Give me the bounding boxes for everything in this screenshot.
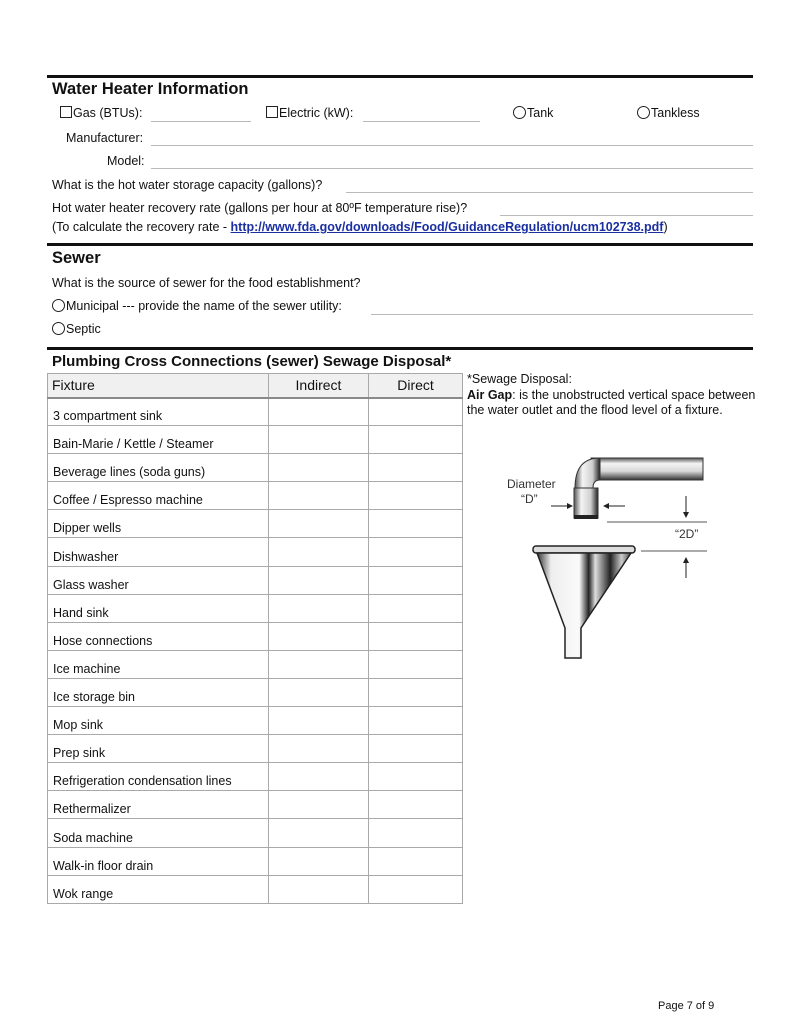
indirect-cell[interactable] bbox=[269, 791, 369, 819]
col-indirect: Indirect bbox=[269, 374, 369, 398]
gas-checkbox-group[interactable] bbox=[60, 106, 142, 120]
water-heater-title: Water Heater Information bbox=[52, 80, 249, 98]
indirect-cell[interactable] bbox=[269, 566, 369, 594]
direct-cell[interactable] bbox=[369, 875, 463, 903]
municipal-label: Municipal --- provide the name of the sewer utility: bbox=[66, 299, 342, 313]
indirect-cell[interactable] bbox=[269, 763, 369, 791]
diameter-label: Diameter bbox=[507, 477, 556, 491]
fixture-name: Coffee / Espresso machine bbox=[48, 482, 269, 510]
air-gap-diagram bbox=[495, 448, 715, 668]
electric-checkbox[interactable] bbox=[266, 106, 278, 118]
septic-radio-group[interactable] bbox=[52, 322, 101, 336]
manufacturer-field[interactable] bbox=[151, 145, 753, 146]
page-number: Page 7 of 9 bbox=[658, 1000, 715, 1012]
section-divider bbox=[47, 243, 753, 246]
indirect-cell[interactable] bbox=[269, 875, 369, 903]
direct-cell[interactable] bbox=[369, 594, 463, 622]
fixture-name: Refrigeration condensation lines bbox=[48, 763, 269, 791]
note-heading: *Sewage Disposal: bbox=[467, 372, 572, 386]
note-body bbox=[467, 388, 757, 419]
table-row bbox=[48, 482, 463, 510]
electric-kw-field[interactable] bbox=[363, 121, 480, 122]
direct-cell[interactable] bbox=[369, 622, 463, 650]
gas-label: Gas (BTUs): bbox=[73, 106, 143, 120]
table-row bbox=[48, 398, 463, 426]
fixture-name: Ice storage bin bbox=[48, 678, 269, 706]
indirect-cell[interactable] bbox=[269, 454, 369, 482]
table-row bbox=[48, 763, 463, 791]
sewer-title: Sewer bbox=[52, 249, 101, 267]
fixture-name: Prep sink bbox=[48, 735, 269, 763]
fixture-name: Bain-Marie / Kettle / Steamer bbox=[48, 426, 269, 454]
direct-cell[interactable] bbox=[369, 566, 463, 594]
calc-suffix: ) bbox=[663, 220, 668, 234]
table-row bbox=[48, 707, 463, 735]
table-row bbox=[48, 454, 463, 482]
table-row bbox=[48, 650, 463, 678]
tank-radio[interactable] bbox=[513, 106, 526, 119]
indirect-cell[interactable] bbox=[269, 847, 369, 875]
fixture-name: Rethermalizer bbox=[48, 791, 269, 819]
manufacturer-label: Manufacturer: bbox=[66, 131, 144, 145]
direct-cell[interactable] bbox=[369, 650, 463, 678]
direct-cell[interactable] bbox=[369, 763, 463, 791]
direct-cell[interactable] bbox=[369, 791, 463, 819]
indirect-cell[interactable] bbox=[269, 594, 369, 622]
direct-cell[interactable] bbox=[369, 538, 463, 566]
tank-label: Tank bbox=[527, 106, 554, 120]
plumbing-title: Plumbing Cross Connections (sewer) Sewage Disposal* bbox=[52, 353, 452, 370]
fixture-name: Beverage lines (soda guns) bbox=[48, 454, 269, 482]
recovery-calc-note bbox=[52, 220, 668, 234]
col-direct: Direct bbox=[369, 374, 463, 398]
tankless-label: Tankless bbox=[651, 106, 700, 120]
table-row bbox=[48, 426, 463, 454]
fixture-name: Dipper wells bbox=[48, 510, 269, 538]
direct-cell[interactable] bbox=[369, 482, 463, 510]
capacity-question: What is the hot water storage capacity (gallons)? bbox=[52, 178, 323, 192]
tankless-radio[interactable] bbox=[637, 106, 650, 119]
indirect-cell[interactable] bbox=[269, 622, 369, 650]
model-label: Model: bbox=[107, 154, 145, 168]
indirect-cell[interactable] bbox=[269, 426, 369, 454]
direct-cell[interactable] bbox=[369, 678, 463, 706]
indirect-cell[interactable] bbox=[269, 538, 369, 566]
recovery-field[interactable] bbox=[500, 215, 753, 216]
electric-checkbox-group[interactable] bbox=[266, 106, 353, 120]
recovery-question: Hot water heater recovery rate (gallons per hour at 80ºF temperature rise)? bbox=[52, 201, 468, 215]
fixture-name: Wok range bbox=[48, 875, 269, 903]
septic-label: Septic bbox=[66, 322, 101, 336]
direct-cell[interactable] bbox=[369, 454, 463, 482]
tank-radio-group[interactable] bbox=[513, 106, 553, 120]
fixture-name: Mop sink bbox=[48, 707, 269, 735]
note-term: Air Gap bbox=[467, 387, 513, 402]
section-divider bbox=[47, 347, 753, 350]
gas-btu-field[interactable] bbox=[151, 121, 251, 122]
indirect-cell[interactable] bbox=[269, 735, 369, 763]
table-row bbox=[48, 678, 463, 706]
tankless-radio-group[interactable] bbox=[637, 106, 700, 120]
fixture-name: Hand sink bbox=[48, 594, 269, 622]
sewer-utility-field[interactable] bbox=[371, 314, 753, 315]
indirect-cell[interactable] bbox=[269, 398, 369, 426]
indirect-cell[interactable] bbox=[269, 819, 369, 847]
capacity-field[interactable] bbox=[346, 192, 753, 193]
indirect-cell[interactable] bbox=[269, 482, 369, 510]
model-field[interactable] bbox=[151, 168, 753, 169]
table-row bbox=[48, 791, 463, 819]
sewage-disposal-note bbox=[467, 372, 757, 419]
direct-cell[interactable] bbox=[369, 510, 463, 538]
table-row bbox=[48, 875, 463, 903]
note-definition: : is the unobstructed vertical space between the water outlet and the flood level of a fixture. bbox=[467, 387, 756, 417]
direct-cell[interactable] bbox=[369, 707, 463, 735]
sewer-question: What is the source of sewer for the food establishment? bbox=[52, 276, 361, 290]
indirect-cell[interactable] bbox=[269, 707, 369, 735]
diameter-d-label: “D” bbox=[521, 492, 538, 506]
fixture-name: Soda machine bbox=[48, 819, 269, 847]
table-row bbox=[48, 594, 463, 622]
fixture-name: Glass washer bbox=[48, 566, 269, 594]
section-divider bbox=[47, 75, 753, 78]
table-row bbox=[48, 819, 463, 847]
municipal-radio-group[interactable] bbox=[52, 299, 342, 313]
direct-cell[interactable] bbox=[369, 735, 463, 763]
table-row bbox=[48, 735, 463, 763]
table-row bbox=[48, 566, 463, 594]
indirect-cell[interactable] bbox=[269, 678, 369, 706]
table-row bbox=[48, 847, 463, 875]
gap-2d-label: “2D” bbox=[675, 527, 699, 541]
septic-radio[interactable] bbox=[52, 322, 65, 335]
municipal-radio[interactable] bbox=[52, 299, 65, 312]
table-row bbox=[48, 538, 463, 566]
table-row bbox=[48, 510, 463, 538]
fixture-name: Hose connections bbox=[48, 622, 269, 650]
indirect-cell[interactable] bbox=[269, 510, 369, 538]
fixture-table bbox=[47, 373, 463, 904]
table-header-row bbox=[48, 374, 463, 398]
fixture-name: 3 compartment sink bbox=[48, 398, 269, 426]
direct-cell[interactable] bbox=[369, 398, 463, 426]
electric-label: Electric (kW): bbox=[279, 106, 354, 120]
gas-checkbox[interactable] bbox=[60, 106, 72, 118]
direct-cell[interactable] bbox=[369, 819, 463, 847]
col-fixture: Fixture bbox=[48, 374, 269, 398]
calc-prefix: (To calculate the recovery rate - bbox=[52, 220, 231, 234]
table-row bbox=[48, 622, 463, 650]
direct-cell[interactable] bbox=[369, 847, 463, 875]
indirect-cell[interactable] bbox=[269, 650, 369, 678]
fixture-name: Ice machine bbox=[48, 650, 269, 678]
fixture-name: Walk-in floor drain bbox=[48, 847, 269, 875]
direct-cell[interactable] bbox=[369, 426, 463, 454]
fixture-name: Dishwasher bbox=[48, 538, 269, 566]
fda-link[interactable]: http://www.fda.gov/downloads/Food/GuidanceRegulation/ucm102738.pdf bbox=[230, 220, 664, 234]
